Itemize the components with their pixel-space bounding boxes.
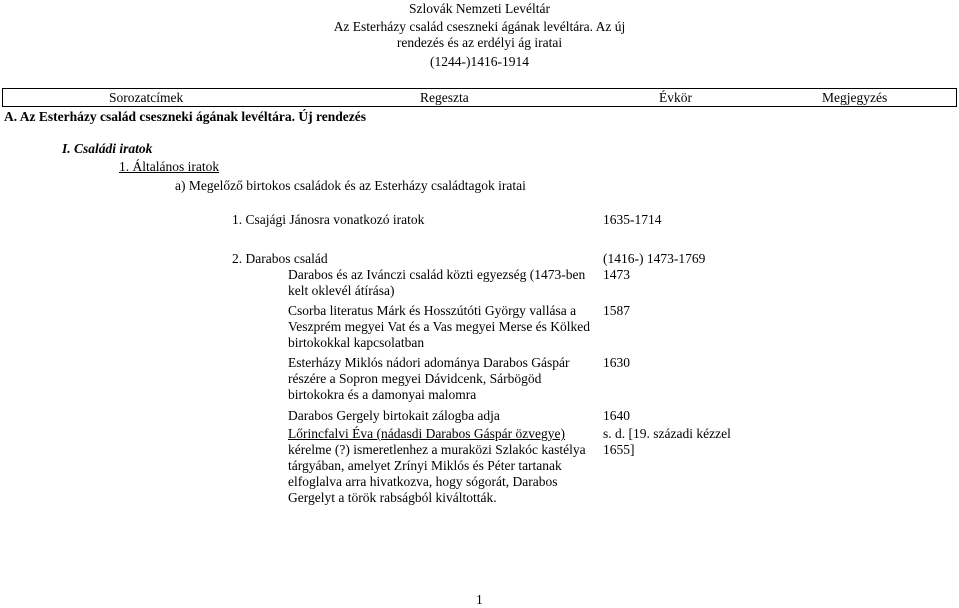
entry-year: 1473: [603, 267, 630, 282]
entry-regesta: [288, 426, 593, 506]
subsection-1-heading: 1. Általános iratok: [119, 159, 220, 174]
page-number: 1: [476, 592, 483, 607]
fonds-title-line2: rendezés és az erdélyi ág iratai: [396, 35, 563, 50]
entry-regesta-text: kérelme (?) ismeretlenhez a muraközi Szlakóc kastélya tárgyában, amelyet Zrínyi Miklós és Péter tartanak elfoglalva arra hivatkozva, hogy sógorát, Darabos Gergelyt a török rabságból kiváltották.: [288, 442, 586, 505]
institution-name: Szlovák Nemzeti Levéltár: [409, 1, 550, 16]
column-header-period: Évkör: [659, 90, 692, 105]
entry-person-name: Lőrincfalvi Éva (nádasdi Darabos Gáspár özvegye): [288, 426, 566, 441]
column-header-bar: [2, 88, 957, 107]
item-period: (1416-) 1473-1769: [603, 251, 706, 266]
subsection-a-heading: a) Megelőző birtokos családok és az Esterházy családtagok iratai: [175, 178, 526, 193]
column-header-regesta: Regeszta: [420, 90, 469, 105]
item-label: 1. Csajági Jánosra vonatkozó iratok: [232, 212, 425, 227]
entry-year: s. d. [19. századi kézzel 1655]: [603, 426, 731, 457]
column-header-series: Sorozatcímek: [109, 90, 184, 105]
column-header-notes: Megjegyzés: [822, 90, 888, 105]
entry-regesta: Darabos és az Ivánczi család közti egyezség (1473-ben kelt oklevél átírása): [288, 267, 586, 298]
fonds-title-line1: Az Esterházy család cseszneki ágának levéltára. Az új: [333, 19, 626, 34]
section-a-heading: A. Az Esterházy család cseszneki ágának levéltára. Új rendezés: [4, 109, 366, 124]
entry-year: 1587: [603, 303, 630, 318]
section-i-heading: I. Családi iratok: [62, 141, 153, 156]
entry-year: 1640: [603, 408, 630, 423]
entry-year: 1630: [603, 355, 630, 370]
item-label: 2. Darabos család: [232, 251, 328, 266]
entry-regesta: Csorba literatus Márk és Hosszútóti György vallása a Veszprém megyei Vat és a Vas megyei Merse és Kölked birtokokkal kapcsolatban: [288, 303, 591, 350]
entry-regesta: Darabos Gergely birtokait zálogba adja: [288, 408, 500, 423]
entry-regesta: Esterházy Miklós nádori adománya Darabos Gáspár részére a Sopron megyei Dávidcenk, Sárbögöd birtokokra és a damonyai malomra: [288, 355, 570, 402]
fonds-date-range: (1244-)1416-1914: [430, 54, 529, 69]
item-period: 1635-1714: [603, 212, 662, 227]
